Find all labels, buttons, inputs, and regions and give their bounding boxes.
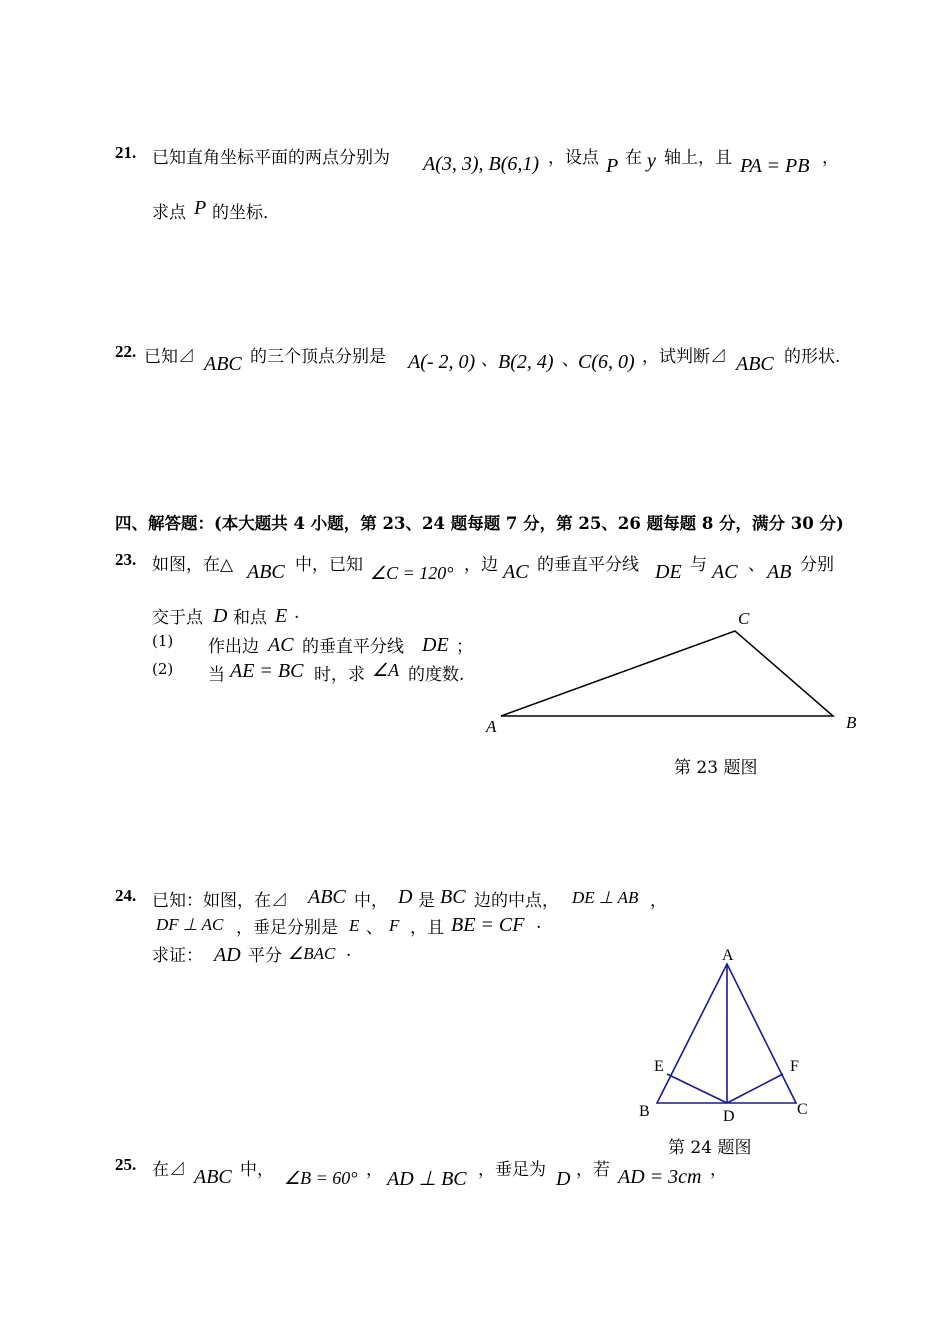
question-text: 已知⊿ bbox=[144, 347, 195, 367]
math-expression: BC bbox=[440, 886, 466, 908]
math-expression: AC bbox=[712, 561, 738, 583]
math-expression: DE bbox=[655, 561, 682, 583]
vertex-label-c: C bbox=[738, 609, 750, 628]
question-text: 平分 bbox=[248, 946, 282, 966]
math-expression: AD ⊥ BC bbox=[387, 1168, 467, 1190]
math-expression: DF ⊥ AC bbox=[156, 915, 224, 934]
segment-df bbox=[727, 1074, 783, 1103]
question-text: ； bbox=[456, 637, 473, 657]
triangle-abc bbox=[501, 631, 833, 716]
question-text: ，边 bbox=[464, 555, 498, 575]
question-text: ， bbox=[822, 148, 839, 168]
math-expression: P bbox=[194, 197, 207, 219]
question-text: 的垂直平分线 bbox=[302, 637, 404, 657]
figure-caption: 第 23 题图 bbox=[674, 758, 758, 778]
question-text: 边的中点， bbox=[474, 891, 559, 911]
question-number: 23. bbox=[115, 550, 137, 569]
question-number: 24. bbox=[115, 886, 137, 905]
subquestion-label: (2) bbox=[152, 660, 174, 678]
question-text: 求证： bbox=[152, 946, 203, 966]
question-text: 的垂直平分线 bbox=[537, 555, 639, 575]
math-expression: PA = PB bbox=[740, 155, 810, 177]
question-text: ，垂足分别是 bbox=[236, 918, 338, 938]
math-expression: ABC bbox=[204, 353, 242, 375]
math-expression: DE bbox=[422, 634, 449, 656]
separator: 、 bbox=[481, 350, 498, 370]
math-expression: y bbox=[647, 150, 656, 172]
question-text: . bbox=[294, 603, 300, 623]
math-expression: ABC bbox=[247, 561, 285, 583]
question-text: 和点 bbox=[233, 608, 267, 628]
math-expression: E bbox=[275, 605, 288, 627]
question-text: 中， bbox=[240, 1160, 274, 1180]
question-text: 中， bbox=[354, 891, 388, 911]
math-expression: B(2, 4) bbox=[498, 351, 554, 373]
math-expression: ABC bbox=[736, 353, 774, 375]
question-text: 的坐标． bbox=[212, 203, 280, 223]
point-label-e: E bbox=[654, 1058, 664, 1075]
question-text: 是 bbox=[418, 891, 435, 911]
separator: 、 bbox=[562, 350, 579, 370]
question-text: ，试判断⊿ bbox=[642, 347, 727, 367]
point-label-f: F bbox=[790, 1058, 799, 1075]
question-text: 中，已知 bbox=[295, 555, 363, 575]
math-expression: ∠B = 60° bbox=[284, 1168, 358, 1188]
math-expression: ABC bbox=[194, 1166, 232, 1188]
vertex-label-b: B bbox=[846, 713, 857, 732]
question-text: 在⊿ bbox=[152, 1160, 186, 1180]
question-number: 22. bbox=[115, 342, 137, 361]
question-text: 作出边 bbox=[208, 637, 259, 657]
math-expression: ∠A bbox=[372, 660, 400, 680]
question-text: 已知：如图，在⊿ bbox=[152, 891, 288, 911]
question-number: 21. bbox=[115, 143, 137, 162]
math-expression: BE = CF bbox=[451, 914, 525, 936]
vertex-label-a: A bbox=[722, 947, 734, 964]
question-text: 交于点 bbox=[152, 608, 203, 628]
math-expression: AB bbox=[767, 561, 792, 583]
vertex-label-a: A bbox=[486, 717, 497, 736]
math-expression: AC bbox=[503, 561, 529, 583]
math-expression: ABC bbox=[308, 886, 346, 908]
question-text: 如图，在△ bbox=[152, 555, 234, 575]
math-expression: AD = 3cm bbox=[618, 1166, 702, 1188]
segment-de bbox=[667, 1074, 727, 1103]
question-text: 当 bbox=[208, 665, 225, 685]
question-text: ， bbox=[710, 1160, 727, 1180]
math-expression: D bbox=[556, 1168, 571, 1190]
math-expression: D bbox=[398, 886, 413, 908]
math-expression: C(6, 0) bbox=[578, 351, 635, 373]
question-text: 的形状. bbox=[784, 347, 841, 367]
math-expression: E bbox=[349, 916, 360, 935]
question-text: ，设点 bbox=[548, 148, 599, 168]
question-text: ，且 bbox=[410, 918, 444, 938]
question-text: 的度数. bbox=[408, 665, 465, 685]
question-text: 已知直角坐标平面的两点分别为 bbox=[152, 148, 390, 168]
math-expression: AD bbox=[214, 944, 241, 966]
question-number: 25. bbox=[115, 1155, 137, 1174]
math-expression: D bbox=[213, 605, 228, 627]
figure-23-triangle bbox=[470, 600, 870, 750]
vertex-label-c: C bbox=[797, 1101, 808, 1118]
math-expression: ∠C = 120° bbox=[370, 563, 454, 583]
question-text: 的三个顶点分别是 bbox=[250, 347, 386, 367]
math-expression: A(3, 3), B(6,1) bbox=[423, 153, 540, 175]
separator: 、 bbox=[366, 918, 383, 938]
question-text: ，若 bbox=[576, 1160, 610, 1180]
math-expression: ∠BAC bbox=[288, 944, 336, 963]
vertex-label-b: B bbox=[639, 1103, 650, 1120]
subquestion-label: (1) bbox=[152, 632, 174, 650]
math-expression: AC bbox=[268, 634, 294, 656]
question-text: 求点 bbox=[152, 203, 186, 223]
math-expression: P bbox=[606, 155, 619, 177]
question-text: . bbox=[346, 941, 352, 961]
math-expression: A(- 2, 0) bbox=[408, 351, 476, 373]
question-text: 与 bbox=[690, 555, 707, 575]
section-heading: 四、解答题：(本大题共 4 小题，第 23、24 题每题 7 分，第 25、26 题每题 8 分，满分 30 分) bbox=[115, 514, 844, 533]
question-text: ， bbox=[650, 891, 667, 911]
question-text: ， bbox=[366, 1160, 383, 1180]
math-expression: AE = BC bbox=[230, 660, 304, 682]
question-text: 在 bbox=[625, 148, 642, 168]
question-text: 时，求 bbox=[314, 665, 365, 685]
separator: 、 bbox=[748, 555, 765, 575]
question-text: . bbox=[536, 913, 542, 933]
question-text: 轴上，且 bbox=[664, 148, 732, 168]
math-expression: F bbox=[389, 916, 400, 935]
question-text: 分别 bbox=[800, 555, 834, 575]
point-label-d: D bbox=[723, 1108, 735, 1125]
math-expression: DE ⊥ AB bbox=[572, 888, 639, 907]
figure-caption: 第 24 题图 bbox=[668, 1138, 752, 1158]
figure-24-triangle bbox=[630, 940, 830, 1130]
question-text: ，垂足为 bbox=[478, 1160, 546, 1180]
